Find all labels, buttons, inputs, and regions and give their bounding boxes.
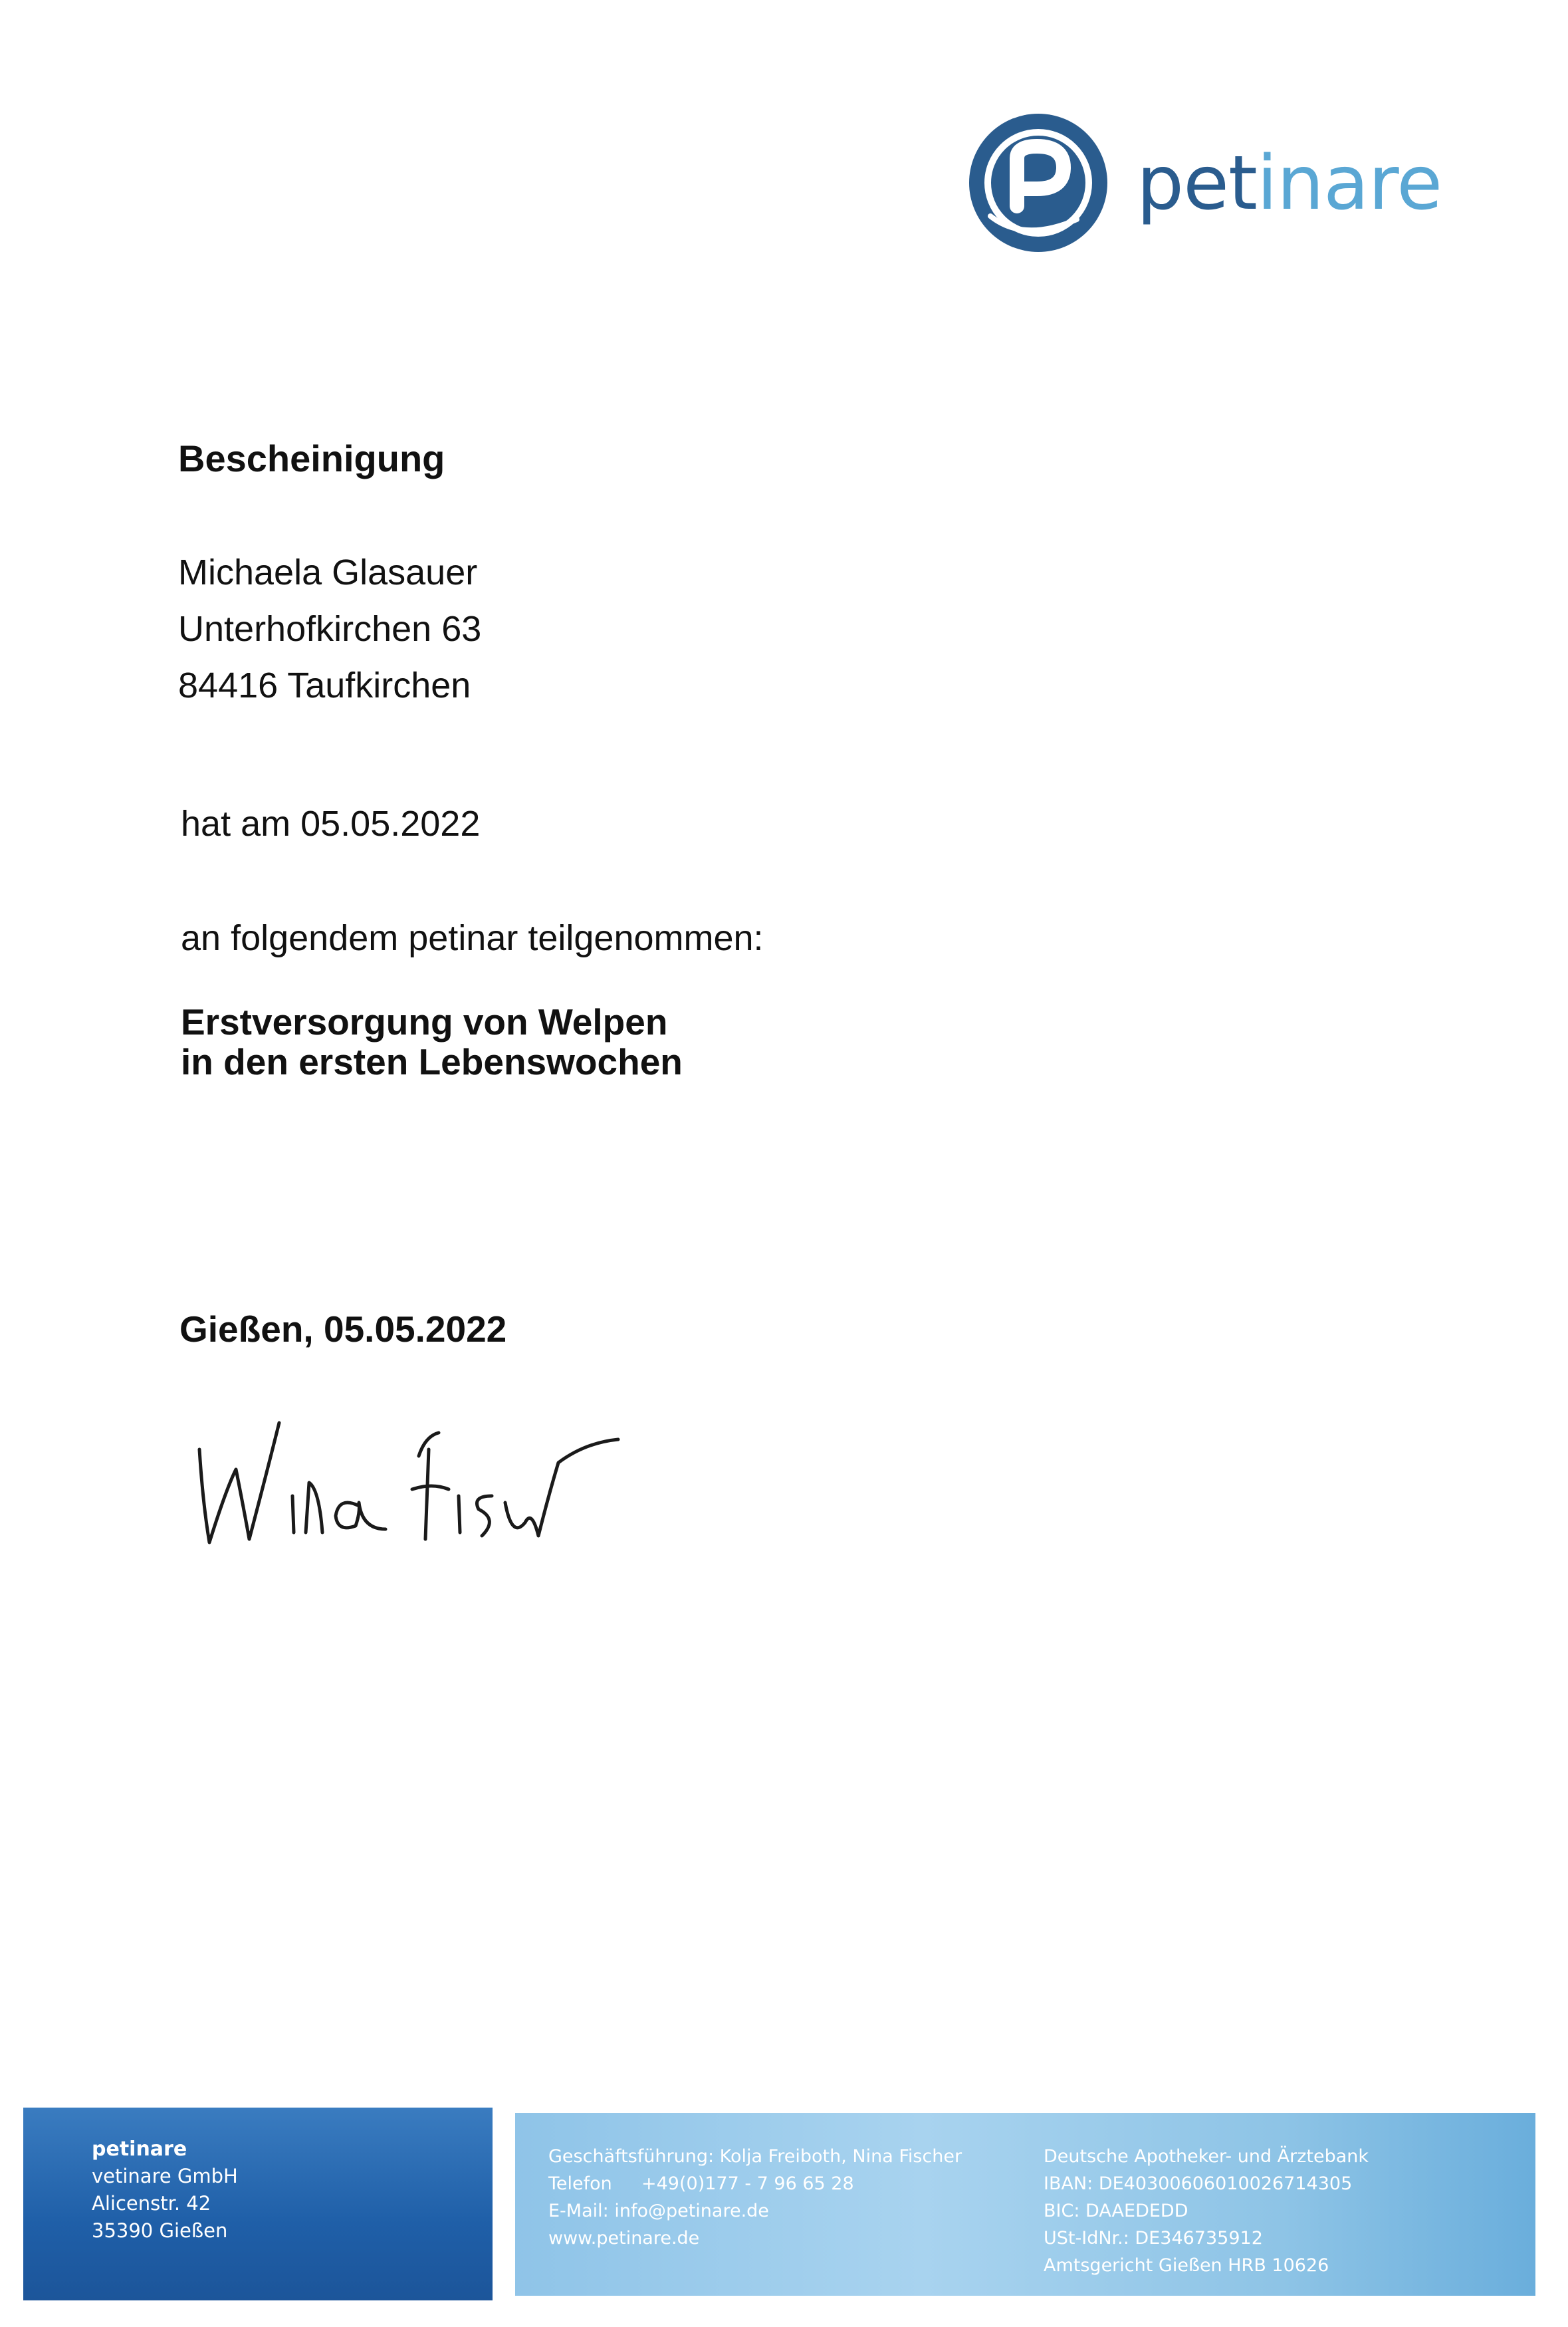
petinare-logo (964, 106, 1469, 266)
recipient-city: 84416 Taufkirchen (178, 666, 471, 705)
footer-iban: IBAN: DE40300606010026714305 (1044, 2173, 1353, 2194)
petinare-logo-icon (964, 106, 1117, 259)
footer-company-name: vetinare GmbH (92, 2165, 238, 2187)
footer-phone-value: +49(0)177 - 7 96 65 28 (641, 2173, 854, 2194)
recipient-name: Michaela Glasauer (178, 552, 478, 592)
footer-phone-label: Telefon (548, 2173, 612, 2194)
petinare-wordmark: petinare (1137, 140, 1442, 227)
footer-register: Amtsgericht Gießen HRB 10626 (1044, 2255, 1329, 2276)
footer-vat-id: USt-IdNr.: DE346735912 (1044, 2228, 1263, 2249)
footer-email: E-Mail: info@petinare.de (548, 2201, 769, 2221)
footer-details-block (515, 2113, 1535, 2296)
course-title-line2: in den ersten Lebenswochen (181, 1041, 683, 1082)
place-and-date: Gießen, 05.05.2022 (179, 1308, 507, 1350)
course-title-line1: Erstversorgung von Welpen (181, 1001, 668, 1042)
handwritten-signature (186, 1396, 625, 1569)
recipient-street: Unterhofkirchen 63 (178, 609, 482, 649)
footer-company-info (92, 2136, 238, 2245)
document-heading: Bescheinigung (178, 437, 445, 479)
footer-website: www.petinare.de (548, 2228, 700, 2249)
footer-phone (548, 2170, 962, 2197)
footer-street: Alicenstr. 42 (92, 2192, 211, 2215)
footer-city: 35390 Gießen (92, 2219, 228, 2242)
footer-management: Geschäftsführung: Kolja Freiboth, Nina Fischer (548, 2146, 962, 2167)
attendance-date: hat am 05.05.2022 (181, 804, 481, 844)
footer-contact-column (548, 2143, 962, 2252)
attendance-intro: an folgendem petinar teilgenommen: (181, 918, 764, 958)
footer-bank-column (1044, 2143, 1369, 2279)
footer-bank-name: Deutsche Apotheker- und Ärztebank (1044, 2146, 1369, 2167)
footer-company-block (23, 2108, 493, 2300)
footer-brand: petinare (92, 2138, 187, 2161)
footer-bic: BIC: DAAEDEDD (1044, 2201, 1188, 2221)
